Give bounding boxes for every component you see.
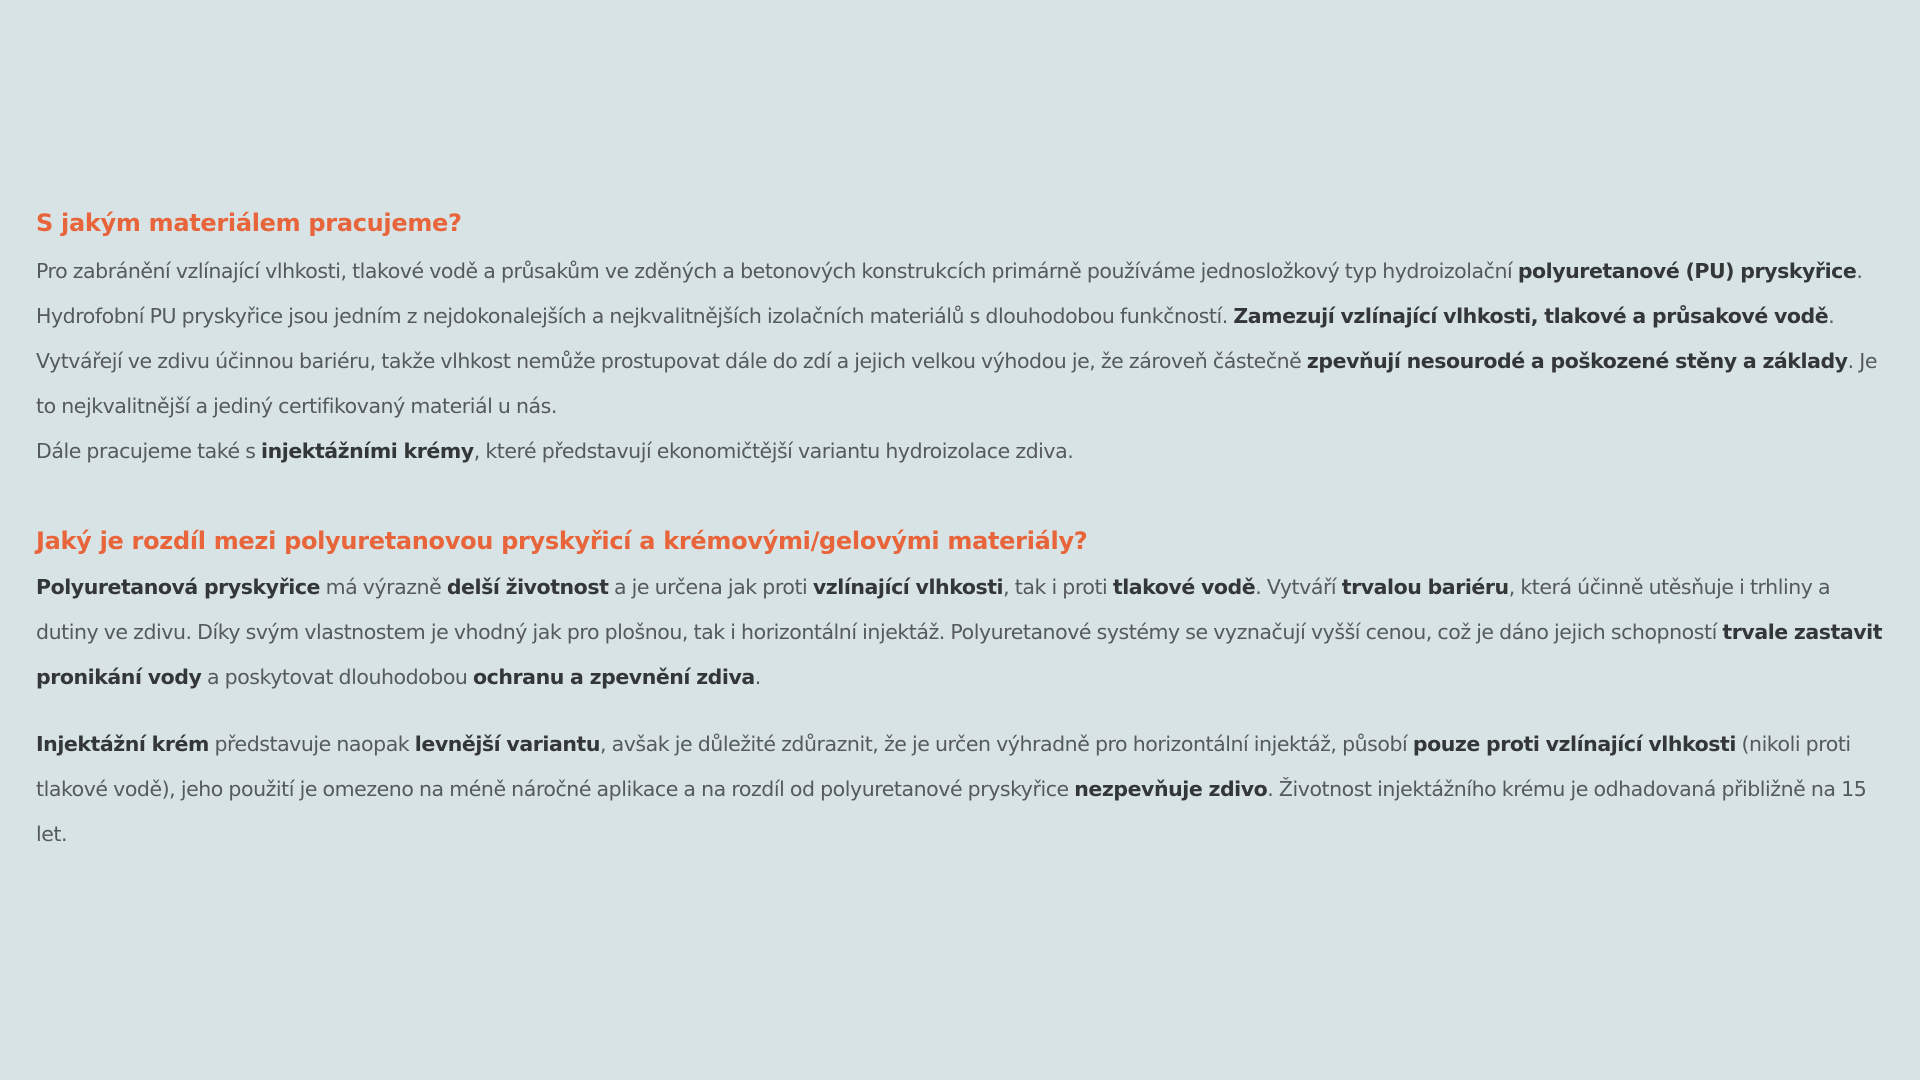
bold-emphasis: delší životnost bbox=[446, 575, 609, 599]
bold-emphasis: levnější variantu bbox=[414, 732, 600, 756]
bold-emphasis: polyuretanové (PU) pryskyřice bbox=[1517, 259, 1857, 283]
bold-emphasis: tlakové vodě bbox=[1112, 575, 1256, 599]
bold-emphasis: ochranu a zpevnění zdiva bbox=[473, 665, 755, 689]
bold-emphasis: vzlínající vlhkosti bbox=[812, 575, 1004, 599]
section-cream-body bbox=[36, 722, 1884, 857]
bold-emphasis: pouze proti vzlínající vlhkosti bbox=[1412, 732, 1736, 756]
bold-emphasis: zpevňují nesourodé a poškozené stěny a základy bbox=[1306, 349, 1848, 373]
heading-difference: Jaký je rozdíl mezi polyuretanovou pryskyřicí a krémovými/gelovými materiály? bbox=[36, 527, 1088, 555]
heading-material: S jakým materiálem pracujeme? bbox=[36, 209, 462, 237]
paragraph-polyurethane-resin: Polyuretanová pryskyřice má výrazně delší životnost a je určena jak proti vzlínající vlhkosti, tak i proti tlakové vodě. Vytváří trvalou bariéru, která účinně utěsňuje i trhliny a dutiny ve zdivu. Díky svým vlastnostem je vhodný jak pro plošnou, tak i horizontální injektáž. Polyuretanové systémy se vyznačují vyšší cenou, což je dáno jejich schopností trvale zastavit pronikání vody a poskytovat dlouhodobou ochranu a zpevnění zdiva. bbox=[36, 575, 1883, 689]
bold-emphasis: trvalou bariéru bbox=[1341, 575, 1509, 599]
bold-emphasis: nezpevňuje zdivo bbox=[1074, 777, 1268, 801]
paragraph-injection-cream: Injektážní krém představuje naopak levnější variantu, avšak je důležité zdůraznit, že je určen výhradně pro horizontální injektáž, působí pouze proti vzlínající vlhkosti (nikoli proti tlakové vodě), jeho použití je omezeno na méně náročné aplikace a na rozdíl od polyuretanové pryskyřice nezpevňuje zdivo. Životnost injektážního krému je odhadovaná přibližně na 15 let. bbox=[36, 732, 1867, 846]
bold-emphasis: Zamezují vzlínající vlhkosti, tlakové a průsakové vodě bbox=[1233, 304, 1829, 328]
section-material-body bbox=[36, 249, 1884, 474]
bold-emphasis: Injektážní krém bbox=[36, 732, 209, 756]
bold-emphasis: Polyuretanová pryskyřice bbox=[36, 575, 320, 599]
section-difference-body bbox=[36, 565, 1884, 700]
bold-emphasis: trvale zastavit pronikání vody bbox=[36, 620, 1883, 689]
paragraph-material-intro: Pro zabránění vzlínající vlhkosti, tlakové vodě a průsakům ve zděných a betonových konstrukcích primárně používáme jednosložkový typ hydroizolační polyuretanové (PU) pryskyřice. Hydrofobní PU pryskyřice jsou jedním z nejdokonalejších a nejkvalitnějších izolačních materiálů s dlouhodobou funkčností. Zamezují vzlínající vlhkosti, tlakové a průsakové vodě. Vytvářejí ve zdivu účinnou bariéru, takže vlhkost nemůže prostupovat dále do zdí a jejich velkou výhodou je, že zároveň částečně zpevňují nesourodé a poškozené stěny a základy. Je to nejkvalitnější a jediný certifikovaný materiál u nás. bbox=[36, 259, 1877, 418]
paragraph-injection-creams: Dále pracujeme také s injektážními krémy, které představují ekonomičtější variantu hydroizolace zdiva. bbox=[36, 439, 1074, 463]
bold-emphasis: injektážními krémy bbox=[261, 439, 474, 463]
